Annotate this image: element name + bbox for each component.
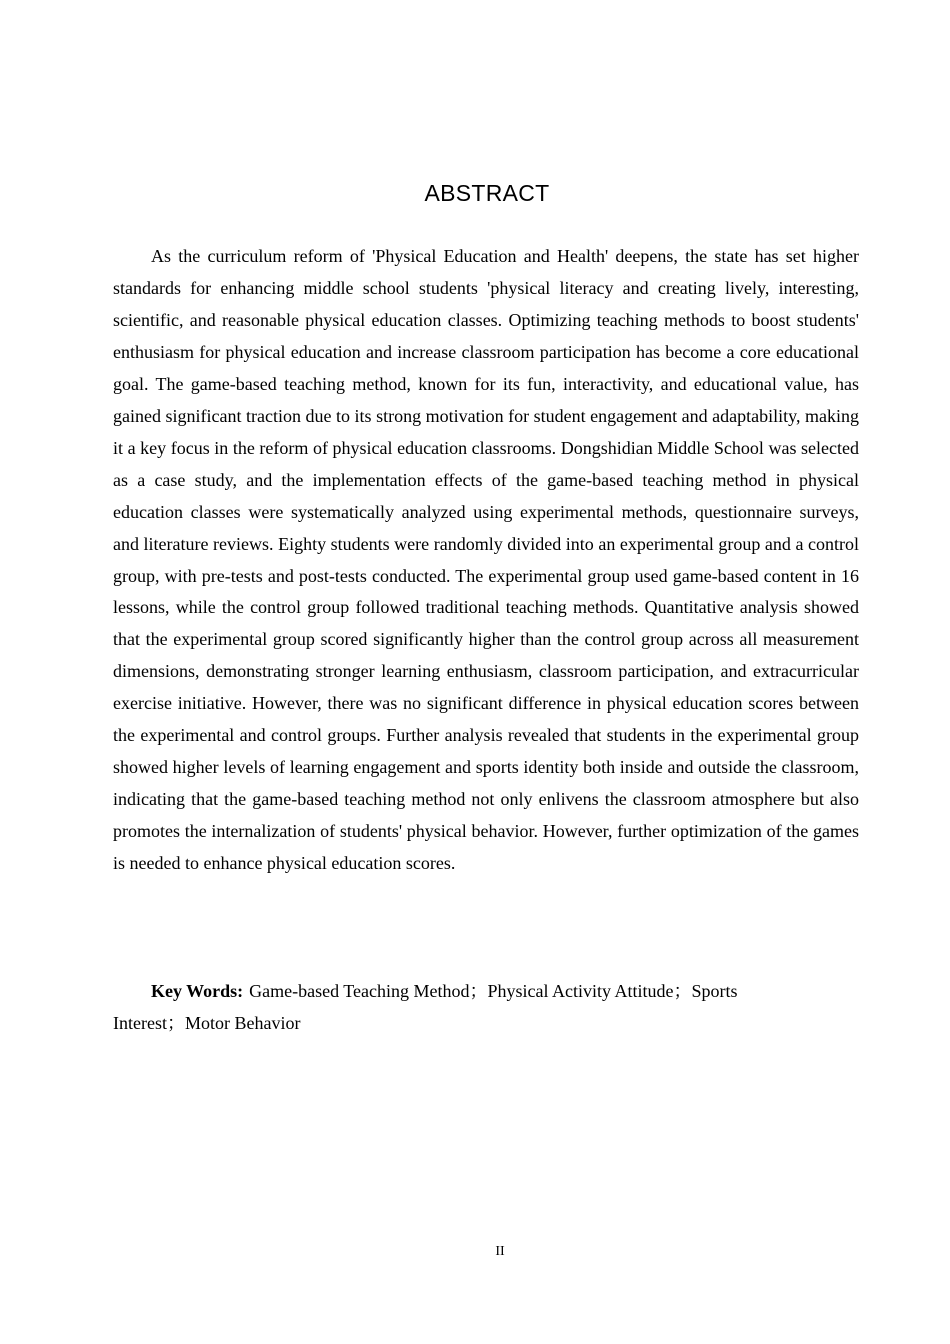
keywords-paragraph — [113, 975, 813, 1039]
page-number: II — [495, 1244, 505, 1259]
abstract-title: ABSTRACT — [424, 180, 550, 206]
keywords-label: Key Words: — [151, 981, 244, 1001]
abstract-body: As the curriculum reform of 'Physical Education and Health' deepens, the state has set higher standards for enhancing middle school students 'physical literacy and creating lively, interesting, scientific, and reasonable physical education classes. Optimizing teaching methods to boost students' enthusiasm for physical education and increase classroom participation has become a core educational goal. The game-based teaching method, known for its fun, interactivity, and educational value, has gained significant traction due to its strong motivation for student engagement and adaptability, making it a key focus in the reform of physical education classrooms. Dongshidian Middle School was selected as a case study, and the implementation effects of the game-based teaching method in physical education classes were systematically analyzed using experimental methods, questionnaire surveys, and literature reviews. Eighty students were randomly divided into an experimental group and a control group, with pre-tests and post-tests conducted. The experimental group used game-based content in 16 lessons, while the control group followed traditional teaching methods. Quantitative analysis showed that the experimental group scored significantly higher than the control group across all measurement dimensions, demonstrating stronger learning enthusiasm, classroom participation, and extracurricular exercise initiative. However, there was no significant difference in physical education scores between the experimental and control groups. Further analysis revealed that students in the experimental group showed higher levels of learning engagement and sports identity both inside and outside the classroom, indicating that the game-based teaching method not only enlivens the classroom atmosphere but also promotes the internalization of students' physical behavior. However, further optimization of the games is needed to enhance physical education scores. — [113, 246, 859, 874]
keywords-list: Game-based Teaching Method；Physical Activity Attitude；Sports Interest；Motor Behavior — [113, 981, 738, 1033]
